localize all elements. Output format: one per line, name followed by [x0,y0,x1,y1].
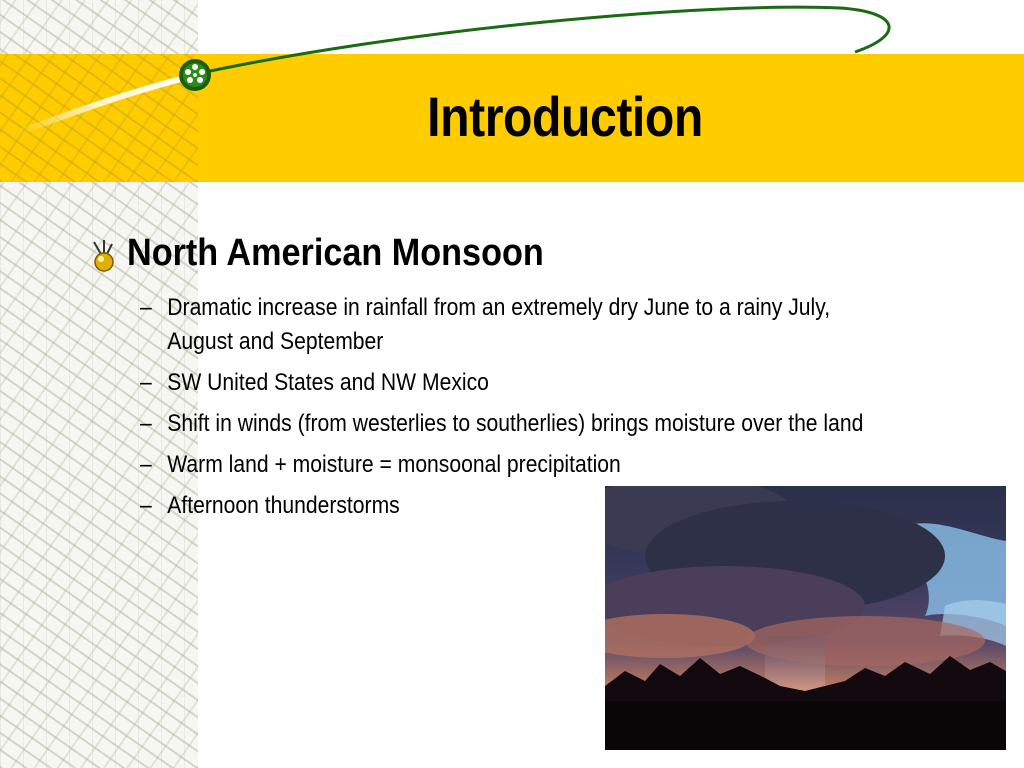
sub-bullet: – Afternoon thunderstorms [140,492,400,519]
main-bullet: North American Monsoon [127,232,544,274]
monsoon-thunderstorm-photo [605,486,1006,750]
sub-bullet: – Shift in winds (from westerlies to southerlies) brings moisture over the land [140,410,864,437]
bullet-sparkle-icon [88,238,118,274]
swoosh-orb-icon [179,59,211,91]
slide-title: Introduction [427,85,703,148]
sub-bullet: – Warm land + moisture = monsoonal precipitation [140,451,621,478]
sub-bullet: – Dramatic increase in rainfall from an extremely dry June to a rainy July, August and September [140,294,831,355]
sub-bullet: – SW United States and NW Mexico [140,369,489,396]
